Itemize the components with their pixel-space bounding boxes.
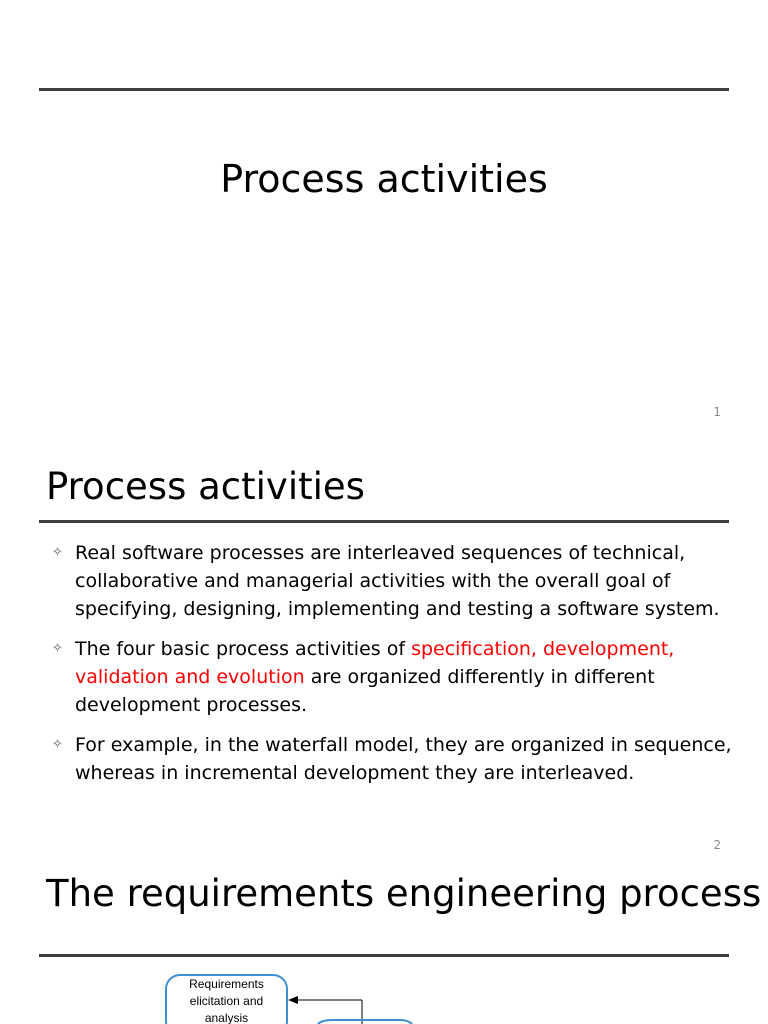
slide1-page-number: 1 <box>713 405 721 419</box>
bullet-waterfall-example <box>50 731 740 787</box>
bullet-interleaved-sequences <box>50 539 740 623</box>
diamond-bullet-icon: ✧ <box>52 545 63 560</box>
slide1-title: Process activities <box>220 157 548 201</box>
bullet-text-before: The four basic process activities of <box>75 638 412 660</box>
slide3-title-rule <box>39 954 729 957</box>
slide2-bullet-list <box>50 539 740 799</box>
requirements-process-diagram <box>0 960 768 1024</box>
diamond-bullet-icon: ✧ <box>52 737 63 752</box>
box-label-line-2: elicitation and <box>189 994 264 1008</box>
bullet-text: For example, in the waterfall model, they are organized in sequence, whereas in incremental development they are interleaved. <box>75 734 732 784</box>
slide1-top-rule <box>39 88 729 91</box>
bullet-text: Real software processes are interleaved sequences of technical, collaborative and managerial activities with the overall goal of specifying, designing, implementing and testing a software system. <box>75 542 720 620</box>
box-label-line-3: analysis <box>204 1011 249 1024</box>
arrow-head-icon <box>288 996 298 1004</box>
slide3-title: The requirements engineering process <box>46 872 762 915</box>
slide2-title-rule <box>39 520 729 523</box>
bullet-highlight-text: specification, development, validation and evolution <box>75 638 675 688</box>
diamond-bullet-icon: ✧ <box>52 641 63 656</box>
bullet-four-basic-activities <box>50 635 740 719</box>
next-stage-box-partial <box>318 1020 412 1024</box>
requirements-diagram-svg <box>0 960 768 1024</box>
bullet-text-after: are organized differently in different development processes. <box>75 666 655 716</box>
box-label-line-1: Requirements <box>189 977 264 991</box>
slide2-title: Process activities <box>46 465 365 508</box>
slide2-page-number: 2 <box>713 838 721 852</box>
